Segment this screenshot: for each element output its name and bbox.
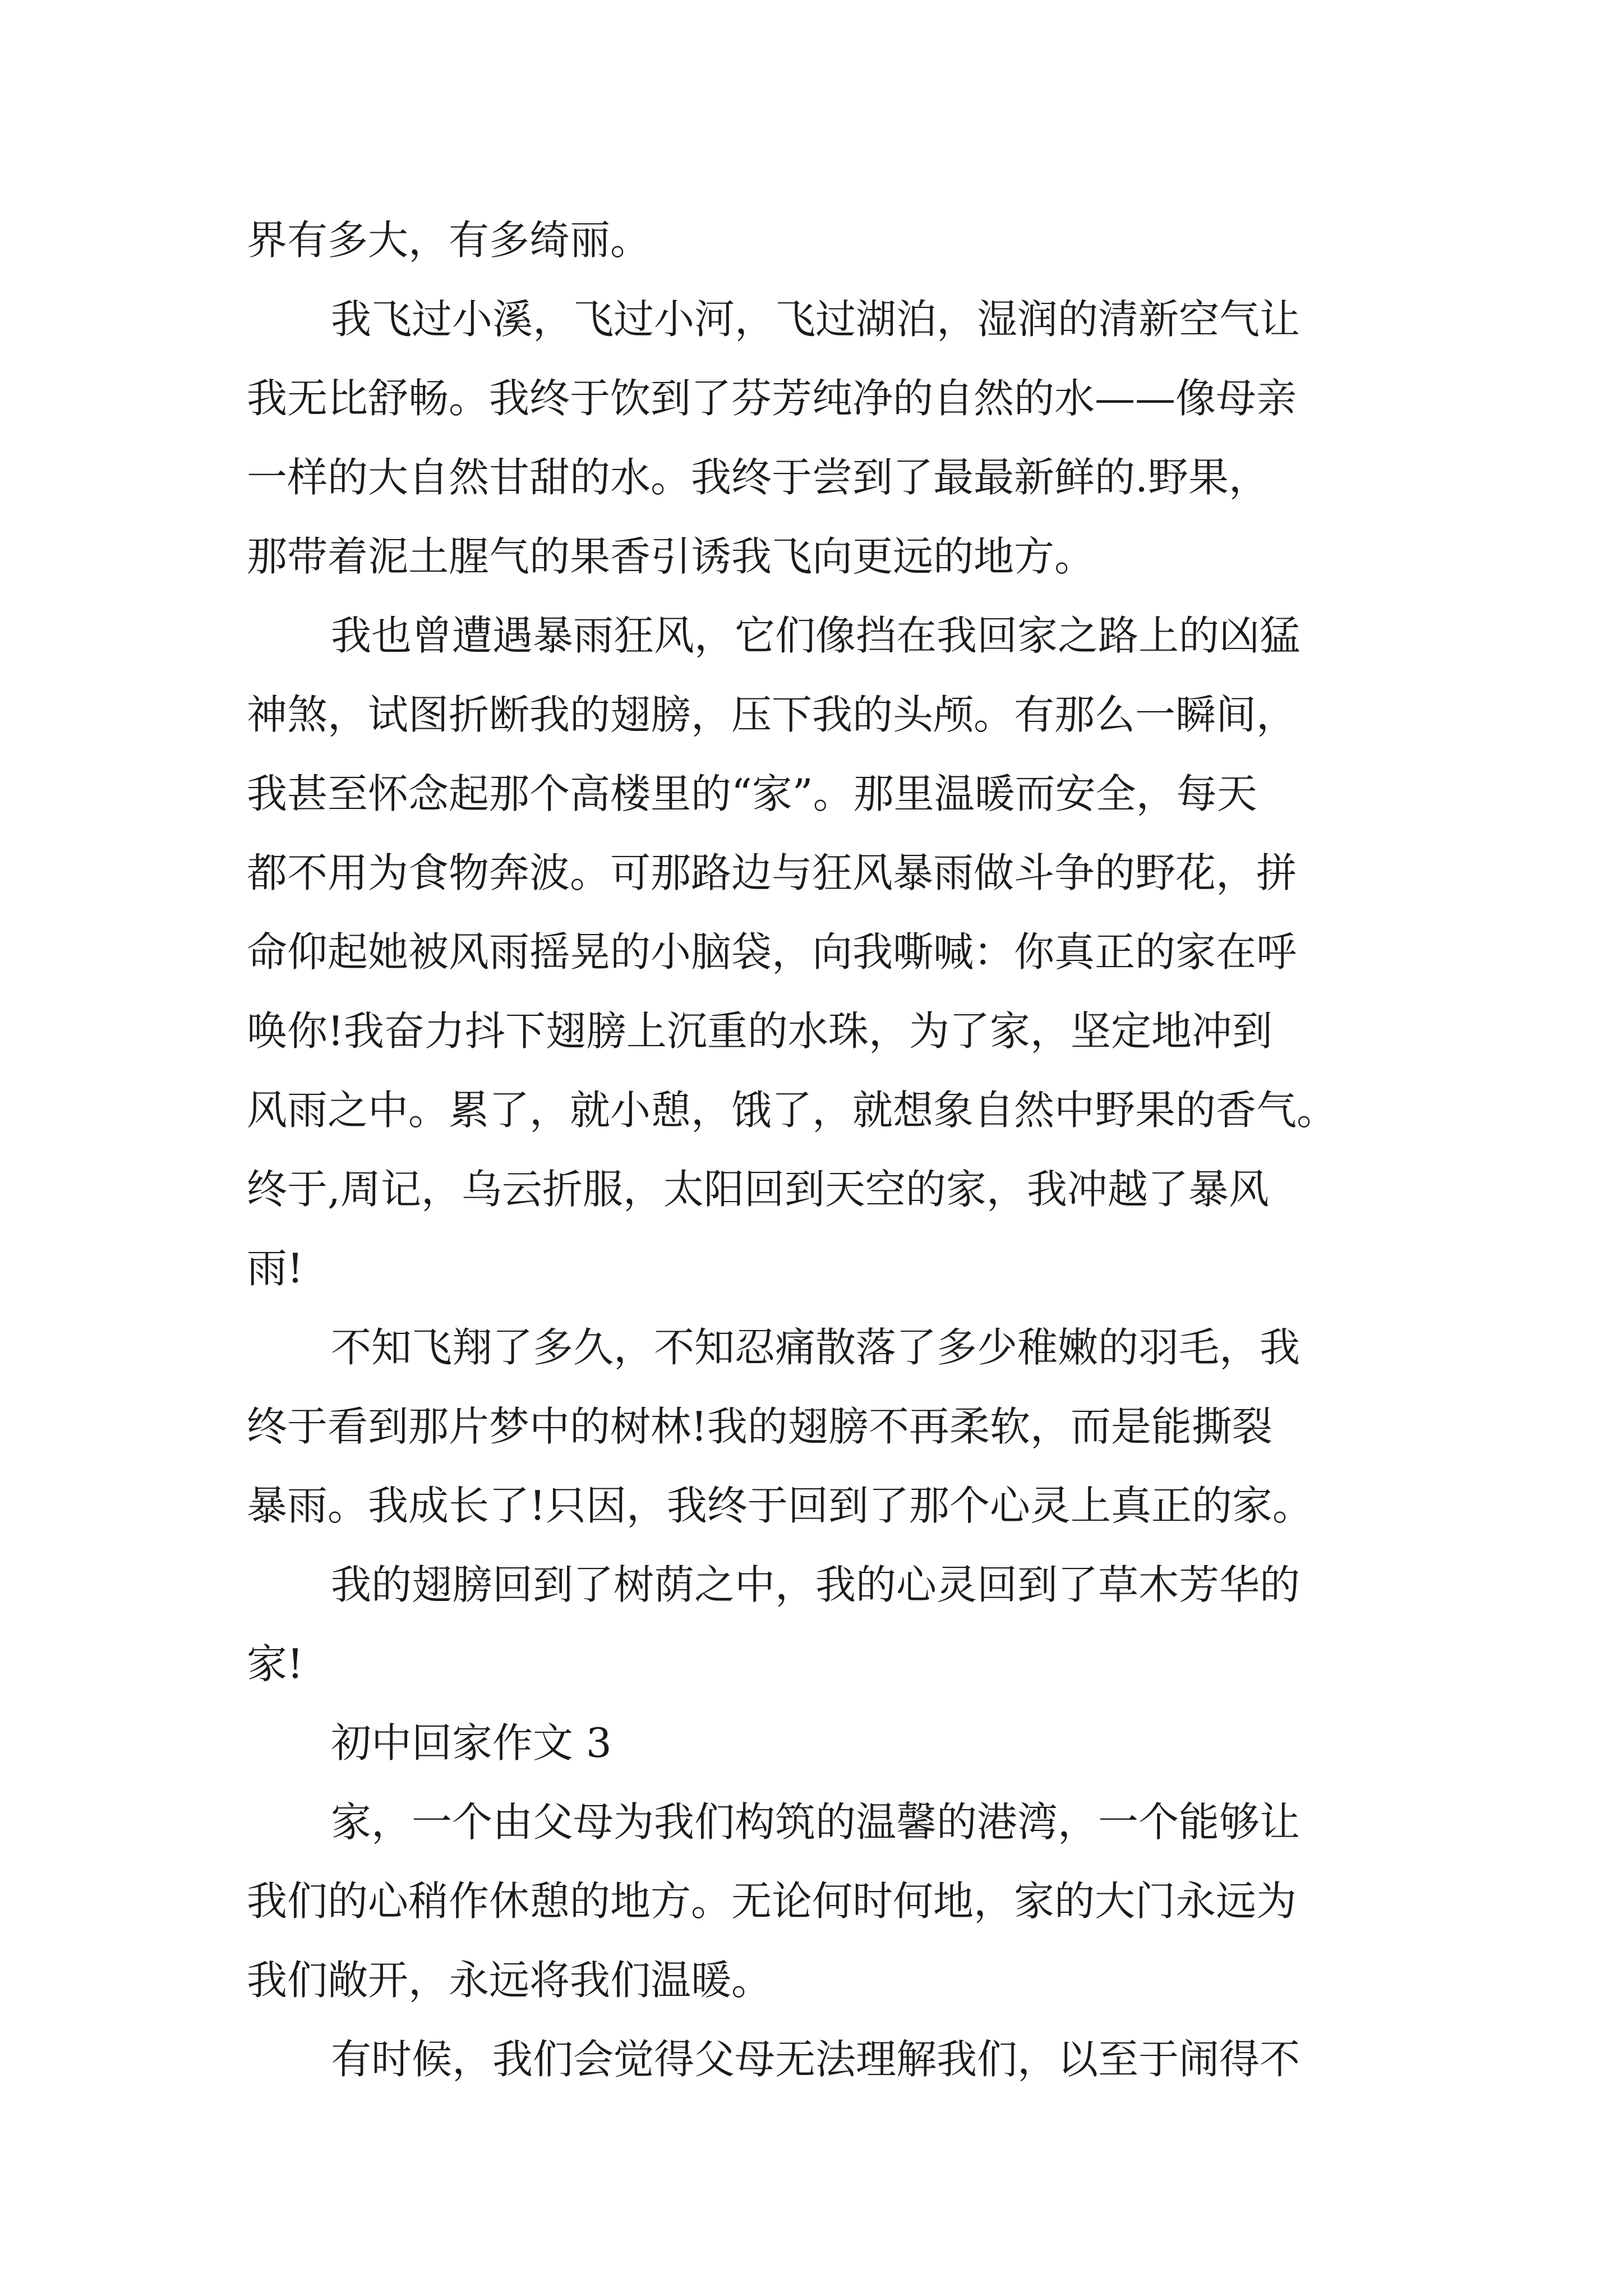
paragraph-line: 有时候，我们会觉得父母无法理解我们，以至于闹得不	[331, 2036, 1301, 2083]
text-line: 终于,周记，乌云折服，太阳回到天空的家，我冲越了暴风	[247, 1166, 1269, 1213]
paragraph-line: 我也曾遭遇暴雨狂风，它们像挡在我回家之路上的凶猛	[331, 612, 1301, 659]
text-line: 那带着泥土腥气的果香引诱我飞向更远的地方。	[247, 533, 1095, 580]
text-line: 我甚至怀念起那个高楼里的“家”。那里温暖而安全，每天	[247, 770, 1257, 817]
text-line: 暴雨。我成长了!只因，我终于回到了那个心灵上真正的家。	[247, 1482, 1313, 1529]
paragraph-line: 家，一个由父母为我们构筑的温馨的港湾，一个能够让	[331, 1798, 1301, 1846]
text-line: 神煞，试图折断我的翅膀，压下我的头颅。有那么一瞬间，	[247, 691, 1297, 738]
text-line: 家!	[247, 1640, 303, 1687]
paragraph-line: 我的翅膀回到了树荫之中，我的心灵回到了草木芳华的	[331, 1561, 1301, 1608]
paragraph-line: 我飞过小溪，飞过小河，飞过湖泊，湿润的清新空气让	[331, 296, 1301, 343]
paragraph-line: 不知飞翔了多久，不知忍痛散落了多少稚嫩的羽毛，我	[331, 1324, 1301, 1371]
text-line: 终于看到那片梦中的树林!我的翅膀不再柔软，而是能撕裂	[247, 1403, 1272, 1450]
text-line: 雨!	[247, 1245, 303, 1292]
text-line: 界有多大，有多绮丽。	[247, 217, 651, 264]
text-line: 风雨之中。累了，就小憩，饿了，就想象自然中野果的香气。	[247, 1087, 1338, 1134]
text-line: 我们的心稍作休憩的地方。无论何时何地，家的大门永远为	[247, 1878, 1297, 1925]
text-line: 唤你!我奋力抖下翅膀上沉重的水珠，为了家，坚定地冲到	[247, 1007, 1272, 1055]
text-line: 都不用为食物奔波。可那路边与狂风暴雨做斗争的野花，拼	[247, 849, 1297, 896]
text-line: 一样的大自然甘甜的水。我终于尝到了最最新鲜的.野果，	[247, 454, 1269, 501]
text-line: 我无比舒畅。我终于饮到了芬芳纯净的自然的水——像母亲	[247, 375, 1297, 422]
text-line: 命仰起她被风雨摇晃的小脑袋，向我嘶喊：你真正的家在呼	[247, 928, 1297, 976]
section-heading: 初中回家作文 3	[331, 1719, 612, 1766]
text-line: 我们敞开，永远将我们温暖。	[247, 1957, 772, 2004]
